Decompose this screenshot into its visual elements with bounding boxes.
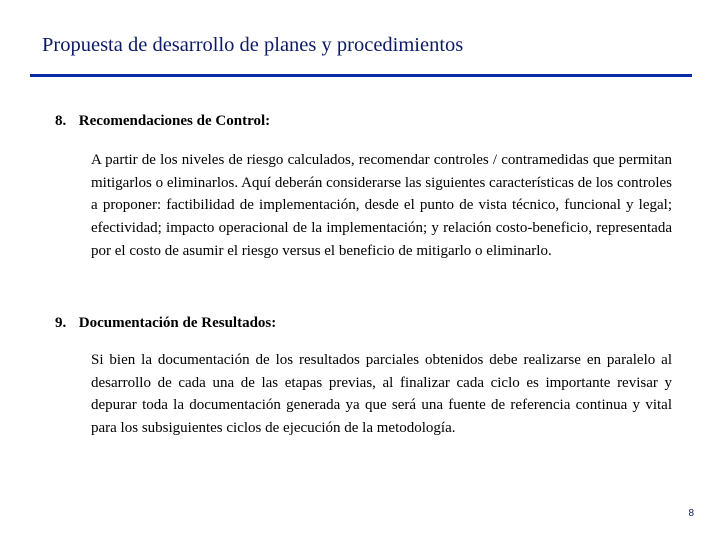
section-heading-text: Recomendaciones de Control: <box>78 113 271 129</box>
section-body-recomendaciones: A partir de los niveles de riesgo calculados, recomendar controles / contramedidas que permitan mitigarlos o eliminarlos. Aquí deberán considerarse las siguientes características de los controles a proponer: factibilidad de implementación, desde el punto de vista técnico, funcional y legal; efectividad; impacto operacional de la implementación; y relación costo-beneficio, representada por el costo de asumir el riesgo versus el beneficio de mitigarlo o eliminarlo. <box>91 152 672 259</box>
section-heading-text: Documentación de Resultados: <box>78 315 277 331</box>
section-body-documentacion: Si bien la documentación de los resultados parciales obtenidos debe realizarse en paralelo al desarrollo de cada una de las etapas previas, al finalizar cada ciclo es importante revisar y depurar toda la documentación generada ya que será una fuente de referencia continua y vital para los subsiguientes ciclos de ejecución de la metodología. <box>91 352 672 437</box>
section-heading-recomendaciones <box>55 113 270 130</box>
title-divider <box>30 74 692 77</box>
section-number: 8. <box>55 113 67 129</box>
slide-title: Propuesta de desarrollo de planes y procedimientos <box>42 34 464 56</box>
section-number: 9. <box>55 315 67 331</box>
page-number: 8 <box>688 508 694 519</box>
section-heading-documentacion <box>55 315 276 332</box>
